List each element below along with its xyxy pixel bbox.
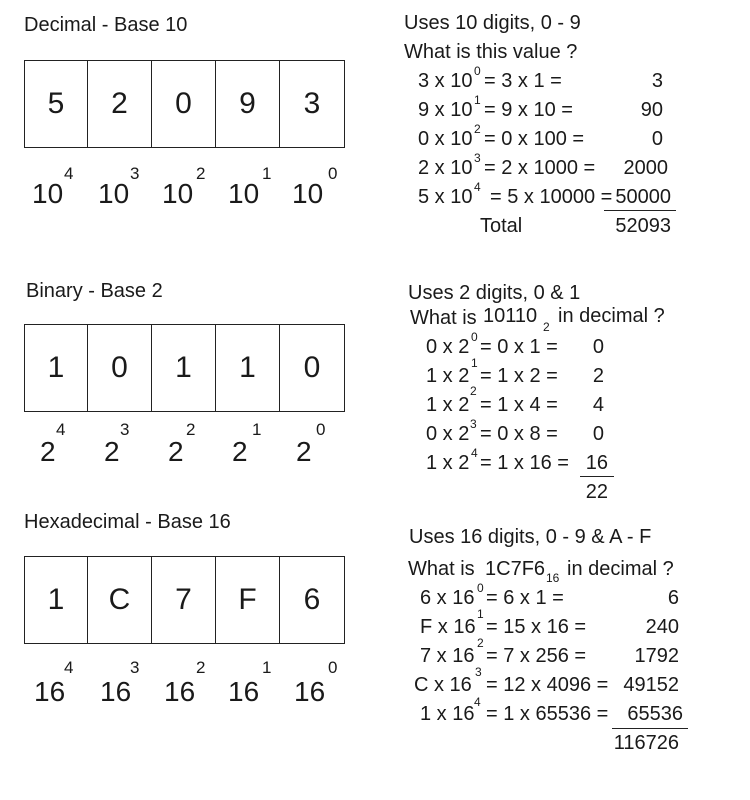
hex-digit: 1 [25, 557, 88, 643]
decimal-step-expansion: = 5 x 10000 = [490, 186, 613, 208]
decimal-question: What is this value ? [404, 41, 578, 63]
binary-digit: 1 [25, 325, 88, 411]
binary-step-exponent: 1 [471, 356, 478, 370]
hex-step-exponent: 1 [477, 607, 484, 621]
hex-total-value: 116726 [613, 732, 679, 754]
binary-step-result: 2 [592, 365, 604, 387]
hex-place-exponent: 2 [196, 658, 206, 677]
hex-step-expansion: = 15 x 16 = [486, 616, 587, 638]
binary-digit: 0 [303, 351, 321, 384]
binary-place-base: 2 [296, 436, 312, 467]
decimal-step-exponent: 3 [474, 151, 481, 165]
binary-step-result: 0 [592, 423, 604, 445]
hex-step-result: 49152 [623, 674, 679, 696]
binary-step-expansion: = 0 x 8 = [480, 423, 558, 445]
decimal-place-base: 10 [98, 178, 130, 209]
decimal-place-base: 10 [292, 178, 324, 209]
binary-step-result: 4 [592, 394, 604, 416]
hex-step-result: 65536 [627, 703, 683, 725]
binary-step-result: 0 [592, 336, 604, 358]
decimal-digit: 9 [216, 61, 280, 147]
hex-step-term: 1 x 16 [420, 703, 475, 725]
hex-digit: C [88, 557, 152, 643]
binary-place-exponent: 4 [56, 420, 66, 439]
binary-question-base: 2 [543, 320, 550, 334]
hex-place-exponent: 0 [328, 658, 338, 677]
binary-place-base: 2 [232, 436, 248, 467]
binary-digit: 0 [88, 325, 152, 411]
decimal-step-expansion: = 2 x 1000 = [484, 157, 596, 179]
binary-step-exponent: 0 [471, 330, 478, 344]
decimal-step-term: 9 x 10 [418, 99, 473, 121]
hex-question-base: 16 [546, 571, 560, 585]
binary-step-term: 0 x 2 [426, 423, 470, 445]
binary-step-term: 1 x 2 [426, 365, 470, 387]
decimal-place-base: 10 [162, 178, 194, 209]
decimal-total-value: 52093 [615, 215, 671, 237]
hex-place-exponent: 3 [130, 658, 140, 677]
decimal-digit-row [24, 60, 345, 148]
decimal-step-expansion: = 3 x 1 = [484, 70, 562, 92]
binary-place-base: 2 [104, 436, 120, 467]
decimal-title: Decimal - Base 10 [24, 14, 188, 36]
decimal-heading: Uses 10 digits, 0 - 9 [404, 12, 581, 34]
hex-heading: Uses 16 digits, 0 - 9 & A - F [409, 526, 652, 548]
binary-step-exponent: 3 [470, 417, 477, 431]
binary-place-base: 2 [40, 436, 56, 467]
binary-step-expansion: = 1 x 4 = [480, 394, 558, 416]
decimal-step-term: 2 x 10 [418, 157, 473, 179]
hex-step-result: 1792 [634, 645, 679, 667]
binary-step-result: 16 [585, 452, 608, 474]
decimal-place-base: 10 [32, 178, 64, 209]
decimal-place-exponent: 3 [130, 164, 140, 183]
binary-place-exponent: 1 [252, 420, 262, 439]
hex-sum-rule [612, 728, 688, 729]
hex-step-exponent: 2 [477, 636, 484, 650]
binary-title: Binary - Base 2 [26, 280, 163, 302]
hex-place-exponent: 4 [64, 658, 74, 677]
binary-sum-rule [580, 476, 614, 477]
hex-step-exponent: 4 [474, 695, 481, 709]
hex-title: Hexadecimal - Base 16 [24, 511, 231, 533]
decimal-step-result: 3 [651, 70, 663, 92]
binary-heading: Uses 2 digits, 0 & 1 [408, 282, 581, 304]
decimal-step-expansion: = 0 x 100 = [484, 128, 585, 150]
decimal-step-result: 0 [651, 128, 663, 150]
binary-total-value: 22 [585, 481, 608, 503]
decimal-step-term: 5 x 10 [418, 186, 473, 208]
binary-question-prefix: What is [410, 307, 477, 329]
hex-step-expansion: = 6 x 1 = [486, 587, 564, 609]
hex-step-term: 6 x 16 [420, 587, 475, 609]
binary-step-exponent: 4 [471, 446, 478, 460]
decimal-step-exponent: 2 [474, 122, 481, 136]
hex-step-exponent: 3 [475, 665, 482, 679]
decimal-step-result: 50000 [615, 186, 671, 208]
binary-step-term: 0 x 2 [426, 336, 470, 358]
binary-digit: 1 [216, 325, 280, 411]
decimal-digit: 0 [152, 61, 216, 147]
hex-place-base: 16 [294, 676, 326, 707]
binary-place-exponent: 0 [316, 420, 326, 439]
binary-digit-row [24, 324, 345, 412]
hex-digit-row [24, 556, 345, 644]
hex-step-result: 240 [645, 616, 679, 638]
binary-step-term: 1 x 2 [426, 394, 470, 416]
decimal-step-exponent: 1 [474, 93, 481, 107]
decimal-place-exponent: 2 [196, 164, 206, 183]
hex-step-term: C x 16 [414, 674, 472, 696]
hex-digit: F [216, 557, 280, 643]
hex-place-base: 16 [100, 676, 132, 707]
hex-place-base: 16 [164, 676, 196, 707]
hex-step-result: 6 [667, 587, 679, 609]
decimal-total-label: Total [480, 215, 523, 237]
binary-step-term: 1 x 2 [426, 452, 470, 474]
binary-step-expansion: = 1 x 2 = [480, 365, 558, 387]
decimal-step-term: 3 x 10 [418, 70, 473, 92]
decimal-step-term: 0 x 10 [418, 128, 473, 150]
decimal-place-exponent: 4 [64, 164, 74, 183]
hex-place-base: 16 [228, 676, 260, 707]
decimal-sum-rule [604, 210, 676, 211]
hex-digit: 6 [303, 583, 321, 616]
decimal-step-result: 90 [640, 99, 663, 121]
hex-step-term: F x 16 [420, 616, 476, 638]
binary-place-exponent: 3 [120, 420, 130, 439]
binary-place-base: 2 [168, 436, 184, 467]
hex-question-prefix: What is [408, 558, 475, 580]
binary-step-expansion: = 0 x 1 = [480, 336, 558, 358]
hex-step-expansion: = 12 x 4096 = [486, 674, 609, 696]
decimal-digit: 2 [88, 61, 152, 147]
decimal-step-exponent: 4 [474, 180, 481, 194]
binary-question-number: 10110 [483, 305, 538, 327]
decimal-step-expansion: = 9 x 10 = [484, 99, 573, 121]
hex-question-suffix: in decimal ? [567, 558, 674, 580]
decimal-digit: 3 [303, 87, 321, 120]
hex-place-base: 16 [34, 676, 66, 707]
hex-step-expansion: = 1 x 65536 = [486, 703, 609, 725]
binary-step-expansion: = 1 x 16 = [480, 452, 569, 474]
binary-digit: 1 [152, 325, 216, 411]
decimal-place-exponent: 0 [328, 164, 338, 183]
hex-question-number: 1C7F6 [485, 558, 546, 580]
hex-step-term: 7 x 16 [420, 645, 475, 667]
binary-step-exponent: 2 [470, 384, 477, 398]
binary-place-exponent: 2 [186, 420, 196, 439]
binary-question-suffix: in decimal ? [558, 305, 665, 327]
hex-place-exponent: 1 [262, 658, 272, 677]
hex-step-expansion: = 7 x 256 = [486, 645, 587, 667]
hex-digit: 7 [152, 557, 216, 643]
decimal-place-exponent: 1 [262, 164, 272, 183]
decimal-step-result: 2000 [623, 157, 668, 179]
decimal-digit: 5 [25, 61, 88, 147]
decimal-step-exponent: 0 [474, 64, 481, 78]
decimal-place-base: 10 [228, 178, 260, 209]
hex-step-exponent: 0 [477, 581, 484, 595]
